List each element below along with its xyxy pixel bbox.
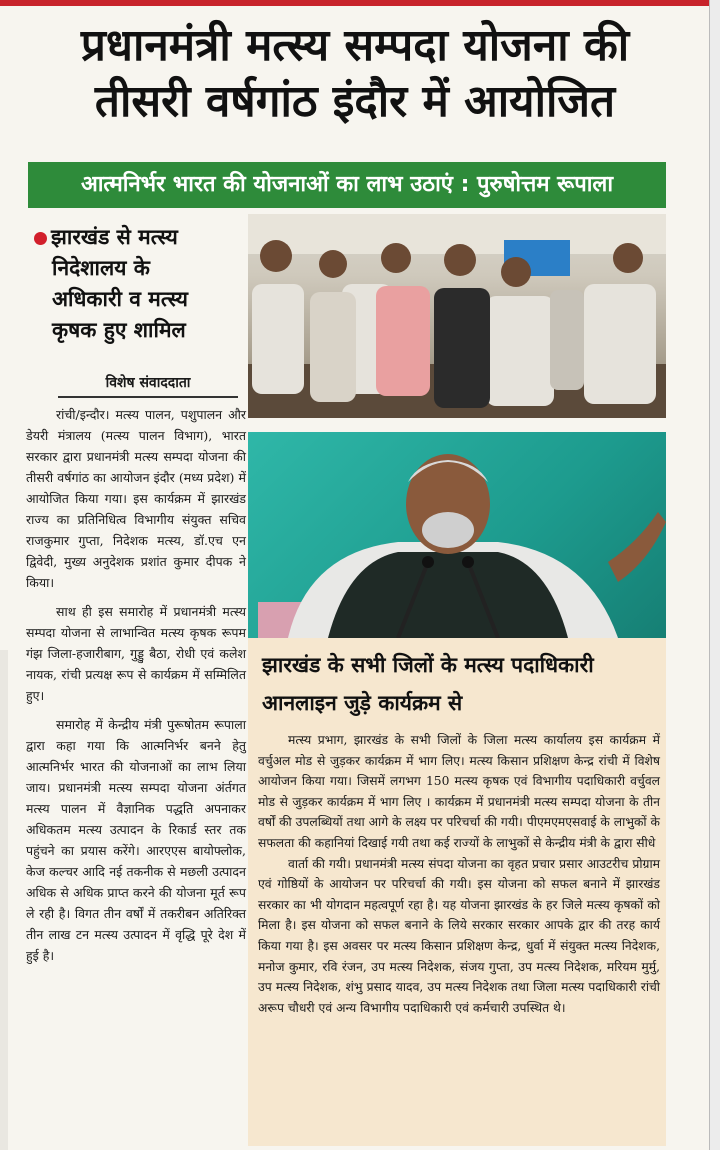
sidebar-line: निदेशालय के	[52, 256, 150, 280]
headline	[20, 18, 690, 130]
page-edge	[709, 0, 720, 1150]
group-photo-illustration	[248, 214, 666, 418]
minister-photo-illustration	[248, 432, 666, 638]
article-column	[26, 404, 246, 966]
article-paragraph: साथ ही इस समारोह में प्रधानमंत्री मत्स्य सम्पदा योजना से लाभान्वित मत्स्य कृषक रूपम गंझ जिला-हजारीबाग, गुड्डु बैठा, रोधी एवं कलेश नायक, रांची प्रत्यक्ष रूप से कार्यक्रम में सम्मिलित हुए।	[26, 604, 246, 703]
secondary-story-title	[262, 646, 662, 722]
article-paragraph: समारोह में केन्द्रीय मंत्री पुरूषोतम रूपाला द्वारा कहा गया कि आत्मनिर्भर बनने हेतु आत्मनिर्भर भारत की योजनाओं का लाभ लिया जाय। प्रधानमंत्री मत्स्य सम्पदा योजना अंर्तगत मत्स्य पालन में वैज्ञानिक पद्धति अपनाकर अधिकतम मत्स्य उत्पादन के रिकार्ड स्तर तक पहुंचने का प्रयास करेंगे। आरएएस बायोफ्लोक, केज कल्चर आदि नई तकनीक से मछली उत्पादन अधिक से अधिक प्राप्त करने की योजना मूर्त रूप ले रही है। विगत तीन वर्षों में तकरीबन अतिरिक्त तीन लाख टन मत्स्य उत्पादन में वृद्धि पूरे देश में हुई है।	[26, 717, 246, 963]
byline: विशेष संवाददाता	[58, 370, 238, 398]
secondary-title-line-2: आनलाइन जुड़े कार्यक्रम से	[262, 691, 463, 715]
group-photo	[248, 214, 666, 418]
sidebar-line	[28, 222, 240, 253]
adjacent-page-edge	[0, 650, 8, 1150]
secondary-paragraph: वार्ता की गयी। प्रधानमंत्री मत्स्य संपदा योजना का वृहत प्रचार प्रसार आउटरीच प्रोग्राम एवं गोष्ठियों के आयोजन पर परिचर्चा की गयी। इस योजना को सफल बनाने में झारखंड सरकार का भी योगदान महत्वपूर्ण रहा है। यह योजना झारखंड के हर जिले मत्स्य कृषकों को मिला है। इस योजना को सफल बनाने के लिये सरकार सरकार आपके द्वार की तरह कार्य किया गया है। इस अवसर पर मत्स्य किसान प्रशिक्षण केन्द्र, धुर्वा में संयुक्त मत्स्य निदेशक, मनोज कुमार, रवि रंजन, उप मत्स्य निदेशक, संजय गुप्ता, उप मत्स्य निदेशक, मरियम मुर्मु, उप मत्स्य निदेशक, शंभु प्रसाद यादव, उप मत्स्य निदेशक तथा जिला मत्स्य पदाधिकारी रांची अरूप चौधरी एवं अन्य विभागीय पदाधिकारी एवं कर्मचारी उपस्थित थे।	[258, 856, 660, 1015]
minister-photo	[248, 432, 666, 638]
secondary-title-line-1: झारखंड के सभी जिलों के मत्स्य पदाधिकारी	[262, 653, 594, 677]
article-paragraph: रांची/इन्दौर। मत्स्य पालन, पशुपालन और डेयरी मंत्रालय (मत्स्य पालन विभाग), भारत सरकार द्वारा प्रधानमंत्री मत्स्य सम्पदा योजना की तीसरी वर्षगांठ का आयोजन इंदौर (मध्य प्रदेश) में आयोजित किया गया। इस कार्यक्रम में झारखंड राज्य का प्रतिनिधित्व विभागीय संयुक्त सचिव राजकुमार गुप्ता, निदेशक मत्स्य, डॉ.एच एन द्विवेदी, मुख्य अनुदेशक प्रशांत कुमार दीपक ने किया।	[26, 407, 246, 590]
subheadline-banner: आत्मनिर्भर भारत की योजनाओं का लाभ उठाएं : पुरुषोत्तम रूपाला	[28, 162, 666, 208]
sidebar-highlight	[28, 222, 240, 372]
sidebar-line: कृषक हुए शामिल	[52, 318, 186, 342]
headline-line-2: तीसरी वर्षगांठ इंदौर में आयोजित	[94, 76, 616, 127]
red-bullet-icon	[34, 232, 47, 245]
secondary-story-text	[258, 730, 660, 1018]
secondary-paragraph: मत्स्य प्रभाग, झारखंड के सभी जिलों के जिला मत्स्य कार्यालय इस कार्यक्रम में वर्चुअल मोड से जुड़कर कार्यक्रम में भाग लिए। मत्स्य किसान प्रशिक्षण केन्द्र रांची में विशेष आयोजन किया गया। जिसमें लगभग 150 मत्स्य कृषक एवं विभागीय पदाधिकारी वर्चुवल मोड से जुड़कर कार्यक्रम में भाग लिए । कार्यक्रम में प्रधानमंत्री मत्स्य सम्पदा योजना के तीन वर्षों की उपलब्धियों तथा आगे के लक्ष्य पर परिचर्चा की गयी। पीएमएमएसवाई के लाभुकों के सफलता की कहानियां दिखाई गयी तथा कई राज्यों के लाभुकों से केन्द्रीय मंत्री के द्वारा सीधे	[258, 733, 660, 850]
headline-line-1: प्रधानमंत्री मत्स्य सम्पदा योजना की	[80, 20, 630, 71]
top-red-strip	[0, 0, 720, 6]
sidebar-line-text: झारखंड से मत्स्य	[51, 225, 178, 249]
sidebar-line: अधिकारी व मत्स्य	[52, 287, 188, 311]
